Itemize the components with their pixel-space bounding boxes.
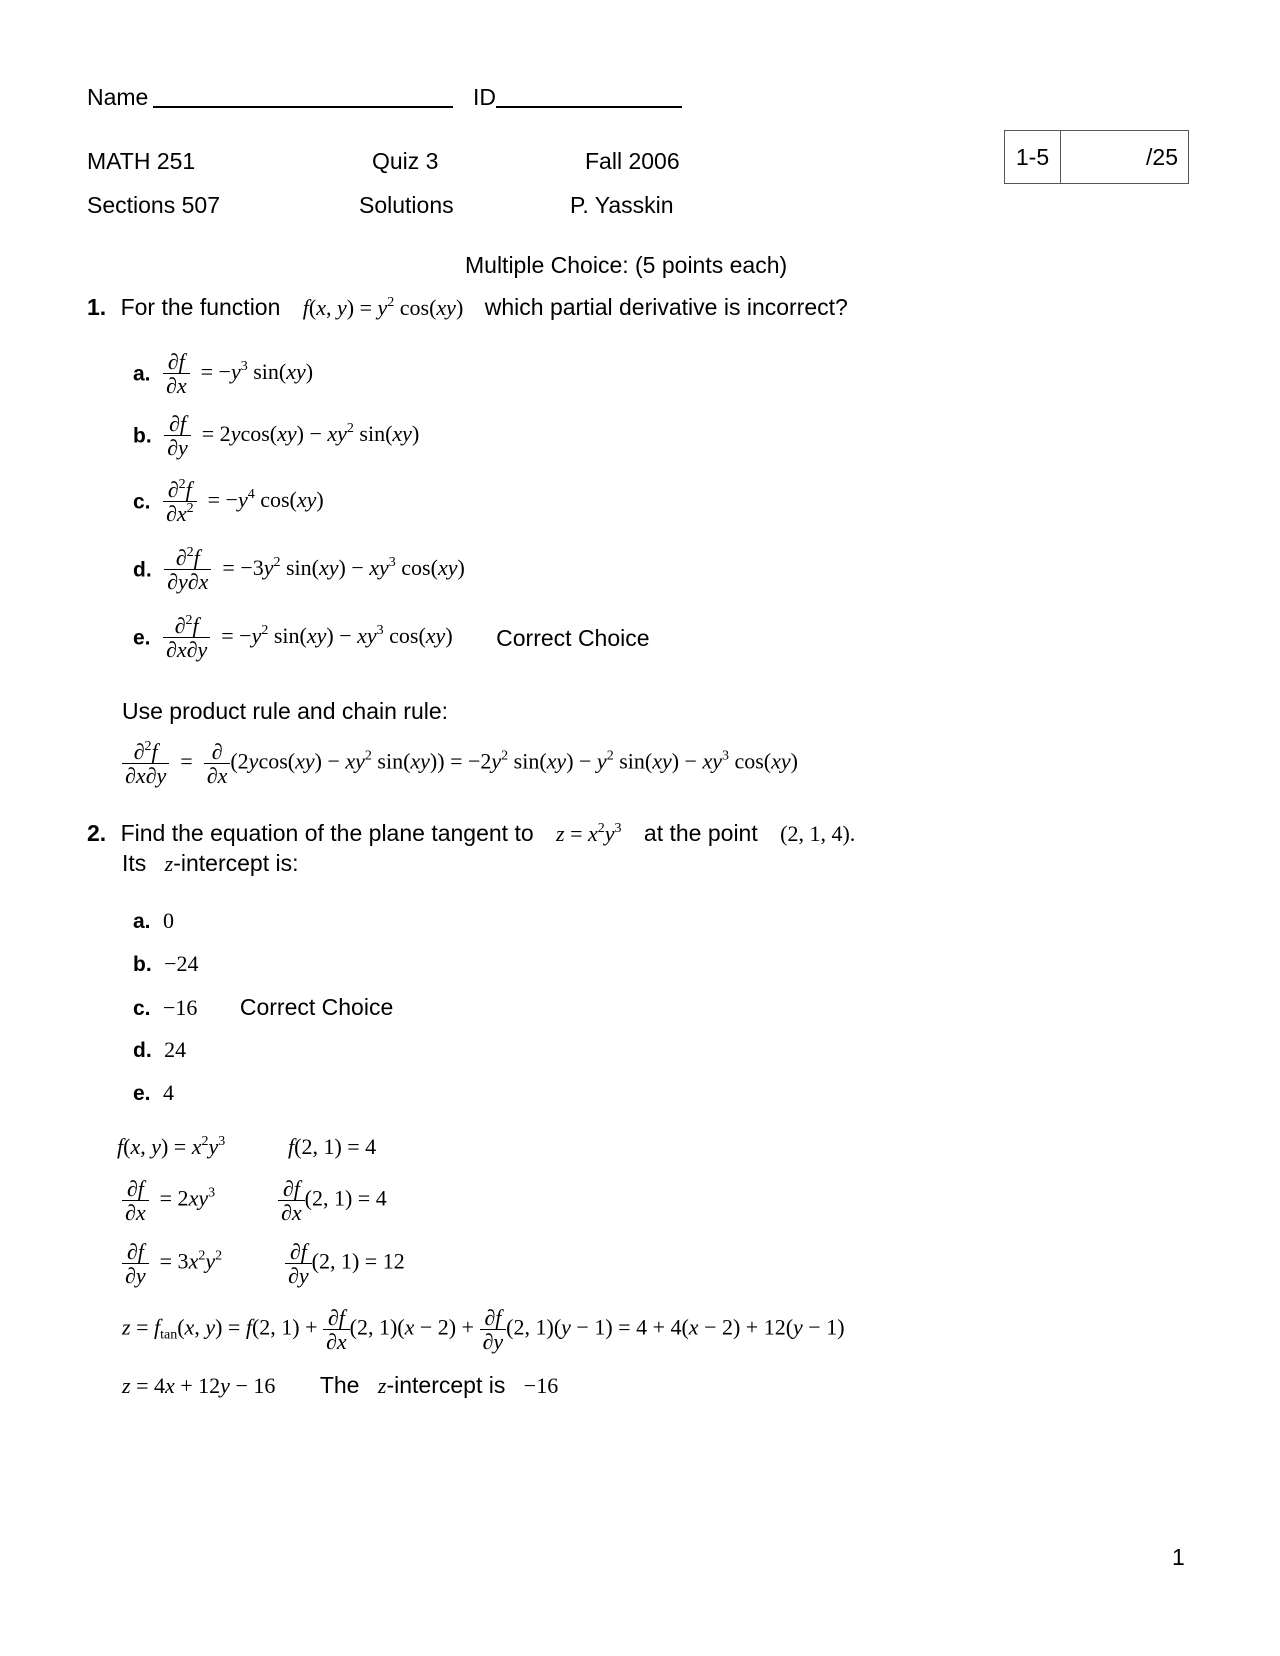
q2-option-d[interactable]	[133, 1037, 186, 1063]
score-box	[1004, 130, 1189, 184]
q2-prompt-mid: at the point	[643, 820, 758, 846]
q2-sol-fx-val: $\frac{\partial f}{\partial x}$ (2, 1) = 4	[278, 1177, 387, 1224]
id-label: ID	[473, 84, 496, 110]
q1-number: 1.	[87, 294, 107, 320]
q1-option-e-expr: $\frac{\partial^2f}{\partial x\partial y}$ = $-y^2$ $\sin(xy) - xy^3$ cos(xy)	[163, 623, 458, 648]
score-total: /25	[1146, 143, 1178, 170]
q1-option-e-label: e.	[133, 626, 151, 650]
q1-option-a-label: a.	[133, 362, 151, 386]
q2-option-e[interactable]	[133, 1080, 174, 1106]
q1-correct-choice: Correct Choice	[496, 624, 650, 651]
q1-solution-expr: $\frac{\partial^2f}{\partial x\partial y}$ = $\frac{\partial}{\partial x}$ ($2ycos(xy) - xy^2$ $\sin(xy)) = -2y^2$ $\sin(xy) - y^2$ $\sin(xy) - xy^3$ cos(xy)	[122, 740, 798, 787]
q2-option-b[interactable]	[133, 951, 199, 977]
q1-option-c[interactable]	[133, 478, 324, 525]
q2-sol-intercept-pre: The	[319, 1372, 360, 1398]
id-blank[interactable]	[496, 106, 682, 108]
q2-option-c[interactable]	[133, 994, 393, 1021]
q2-sol-tangent-plane: $z = f_{tan}(x$, y) = f(2, 1) + $\frac{\partial f}{\partial x}$ (2, 1)(x − 2) + $\frac{\partial f}{\partial y}$ (2, 1)(y − 1) = 4 + 4(x − 2) + 12(y − 1)	[122, 1305, 845, 1354]
q1-option-b-expr: $\frac{\partial f}{\partial y}$ = $2ycos(xy) - xy^2$ sin(xy)	[164, 421, 419, 446]
q2-sol-fx-def: $\frac{\partial f}{\partial x}$ = $2xy^3$	[122, 1177, 215, 1224]
q2-option-a-value: 0	[162, 908, 174, 933]
q2-option-a-label: a.	[133, 910, 151, 933]
page-number: 1	[1172, 1544, 1185, 1570]
q1-option-c-expr: $\frac{\partial^2f}{\partial x^2}$ = $-y^4$ cos(xy)	[163, 487, 324, 512]
q2-option-c-value: −16	[162, 995, 198, 1020]
q1-option-c-label: c.	[133, 490, 151, 514]
quiz-label: Quiz 3	[372, 148, 439, 174]
q2-option-d-value: 24	[164, 1037, 187, 1062]
q1-option-a-expr: $\frac{\partial f}{\partial x}$ = $-y^3$ sin(xy)	[163, 359, 313, 384]
sections-label: Sections 507	[87, 192, 220, 218]
q2-sol-intercept-val: −16	[523, 1373, 559, 1398]
term-label: Fall 2006	[585, 148, 680, 174]
q2-sol-f-def: f(x, $y) = x^2y^3$	[117, 1134, 226, 1159]
q2-option-e-value: 4	[162, 1080, 174, 1105]
q1-option-b[interactable]	[133, 412, 419, 459]
section-title: Multiple Choice: (5 points each)	[465, 252, 788, 278]
instructor-label: P. Yasskin	[570, 192, 674, 218]
q1-option-d-expr: $\frac{\partial^2f}{\partial y\partial x}$ = $-3y^2$ $\sin(xy) - xy^3$ cos(xy)	[164, 555, 465, 580]
q2-sol-intercept-post: -intercept is	[386, 1372, 506, 1398]
q1-prompt	[87, 294, 848, 321]
name-label: Name	[87, 84, 149, 110]
q2-sol-intercept-var: z	[377, 1373, 387, 1398]
q1-option-a[interactable]	[133, 350, 313, 397]
q2-correct-choice: Correct Choice	[239, 994, 394, 1020]
q2-line2-pre: Its	[122, 850, 147, 876]
q1-option-e[interactable]	[133, 614, 650, 661]
q2-sol-final	[122, 1372, 558, 1399]
q2-sol-fy-def: $\frac{\partial f}{\partial y}$ = $3x^2y^2$	[122, 1240, 222, 1287]
doc-type-label: Solutions	[359, 192, 454, 218]
q1-prompt-post: which partial derivative is incorrect?	[484, 294, 848, 320]
q2-prompt-pre: Find the equation of the plane tangent to	[120, 820, 534, 846]
q2-surface: $z = x^2y^3$	[556, 821, 622, 846]
q2-sol-f-val: f(2, 1) = 4	[288, 1134, 377, 1159]
q2-option-e-label: e.	[133, 1082, 151, 1105]
q2-sol-fy-val: $\frac{\partial f}{\partial y}$ (2, 1) = 12	[285, 1240, 405, 1287]
q2-sol-plane-eq: z = 4x + 12y − 16	[122, 1373, 276, 1398]
course-label: MATH 251	[87, 148, 196, 174]
q2-option-b-value: −24	[164, 951, 199, 976]
q2-option-b-label: b.	[133, 953, 152, 976]
q2-option-c-label: c.	[133, 997, 151, 1020]
q2-number: 2.	[87, 820, 107, 846]
q1-option-d[interactable]	[133, 546, 465, 593]
name-blank[interactable]	[153, 106, 453, 108]
q1-prompt-pre: For the function	[120, 294, 281, 320]
q1-option-d-label: d.	[133, 558, 152, 582]
q2-point: (2, 1, 4).	[780, 821, 856, 846]
q1-solution-intro: Use product rule and chain rule:	[122, 698, 449, 724]
score-range: 1-5	[1005, 131, 1061, 183]
q2-prompt-line2	[122, 850, 299, 877]
q1-function: f(x, $y) = y^2$ cos(xy)	[302, 295, 469, 320]
q2-option-d-label: d.	[133, 1039, 152, 1062]
q2-line2-post: -intercept is:	[173, 850, 299, 876]
q1-option-b-label: b.	[133, 424, 152, 448]
q2-option-a[interactable]	[133, 908, 174, 934]
q2-prompt	[87, 820, 855, 847]
q2-line2-var: z	[164, 851, 174, 876]
